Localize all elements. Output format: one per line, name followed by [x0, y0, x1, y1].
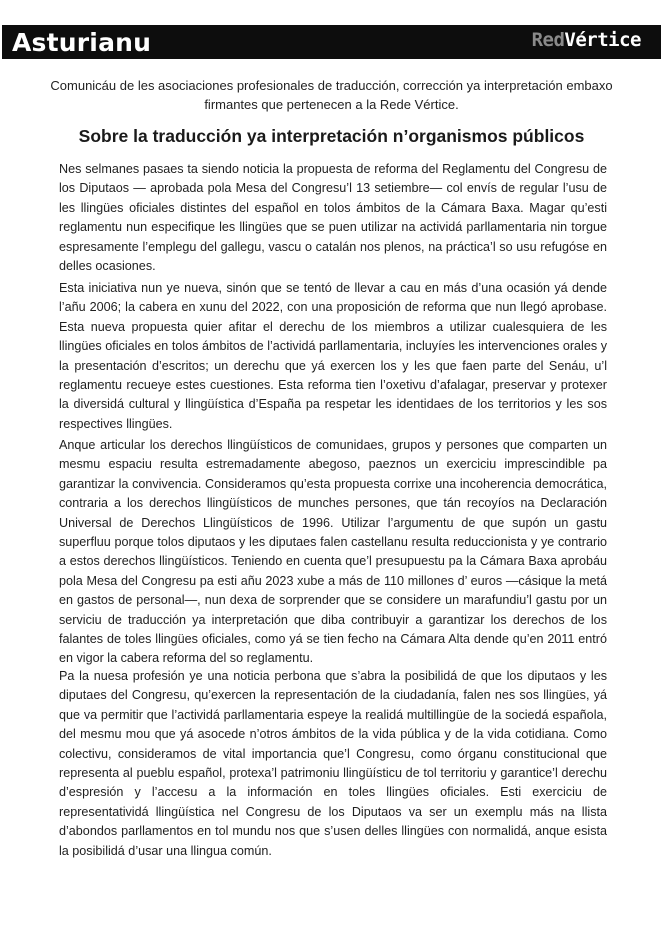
logo-text-vertice: Vértice	[564, 29, 641, 51]
header-bar	[2, 25, 661, 59]
body-paragraph-4: Pa la nuesa profesión ye una noticia perbona que s’abra la posibilidá de que los diputaos y les diputaes del Congresu, qu’exercen la representación de la ciudadanía, falen nes sos llingües, yá que va permitir que l’actividá parllamentaria espeye la realidá multillingüe de la sociedá española, del mesmu mou que yá asocede n’otros ámbitos de la vida pública y de la vida cotidiana. Como colectivu, consideramos de vital importancia que’l Congresu, como órganu constitucional que representa al pueblu español, protexa’l patrimoniu llingüísticu de tol territoriu y garantice’l derechu d’espresión y l’accesu a la información en toles llingües oficiales. Esti exerciciu de representatividá llingüística nel Congresu de los Diputaos va ser un exemplu más na llista d’abondos parllamentos en tol mundu nos que s’usen delles llingües con normalidá, anque esista la posibilidá d’usar una llingua común.	[59, 669, 607, 858]
body-paragraph-1: Nes selmanes pasaes ta siendo noticia la propuesta de reforma del Reglamentu del Congresu de los Diputaos — aprobada pola Mesa del Congresu’l 13 setiembre— col envís de regular l’usu de les llingües oficiales distintes del español en tolos ámbitos de la Cámara Baxa. Magar qu’esti reglamentu nun especifique les llingües que se puen utilizar na actividá parllamentaria nin torgue espresamente l’emplegu del gallegu, vascu o catalán nos plenos, na práctica’l so usu refugóse en delles ocasiones.	[59, 162, 607, 274]
document-title: Sobre la traducción ya interpretación n’organismos públicos	[78, 126, 585, 146]
language-label: Asturianu	[12, 28, 152, 57]
logo-text-red: Red	[531, 29, 565, 51]
body-paragraph-3: Anque articular los derechos llingüísticos de comunidaes, grupos y persones que comparten un mesmu espaciu resulta estremadamente abegoso, paeznos un exerciciu imprescindible pa garantizar la convivencia. Consideramos qu’esta propuesta corrixe una incoherencia democrática, contraria a los derechos llingüísticos de munches persones, que tán recoyíos na Declaración Universal de Derechos Llingüísticos de 1996. Utilizar l’argumentu de que supón un gastu superfluu porque tolos diputaos y les diputaes falen castellanu resulta reduccionista y ye contrario a estos derechos llingüísticos. Teniendo en cuenta que’l presupuestu pa la Cámara Baxa aprobáu pola Mesa del Congresu pa esti añu 2023 xube a más de 110 millones d’ euros —cásique la metá en gastos de personal—, nun dexa de sorprender que se considere un marafundiu’l gastu por un serviciu de traducción ya interpretación que diba contribuyir a garantizar los derechos de los falantes de toles llingües oficiales, como yá se tien fecho na Cámara Alta dende qu’en 2011 entró en vigor la cabera reforma del so reglamentu.	[59, 438, 607, 666]
intro-statement: Comunicáu de les asociaciones profesionales de traducción, corrección ya interpretación embaxo firmantes que pertenecen a la Rede Vértice.	[50, 78, 613, 112]
red-vertice-logo	[532, 28, 641, 52]
body-paragraph-2: Esta iniciativa nun ye nueva, sinón que se tentó de llevar a cau en más d’una ocasión yá dende l’añu 2006; la cabera en xunu del 2022, con una proposición de reforma que nun llegó aprobase. Esta nueva propuesta quier afitar el derechu de los miembros a utilizar cualesquiera de les llingües oficiales en tolos ámbitos de l’actividá parllamentaria, incluyíes les intervenciones orales y la presentación d’escritos; un derechu que yá exercen los y les que faen parte del Senáu, u’l reglamentu recueye estes cuestiones. Esta reforma tien l’oxetivu d’afalagar, preservar y protexer la diversidá cultural y llingüística d’España pa respetar les identidaes de los territorios y les sos respectives llingües.	[59, 281, 607, 431]
